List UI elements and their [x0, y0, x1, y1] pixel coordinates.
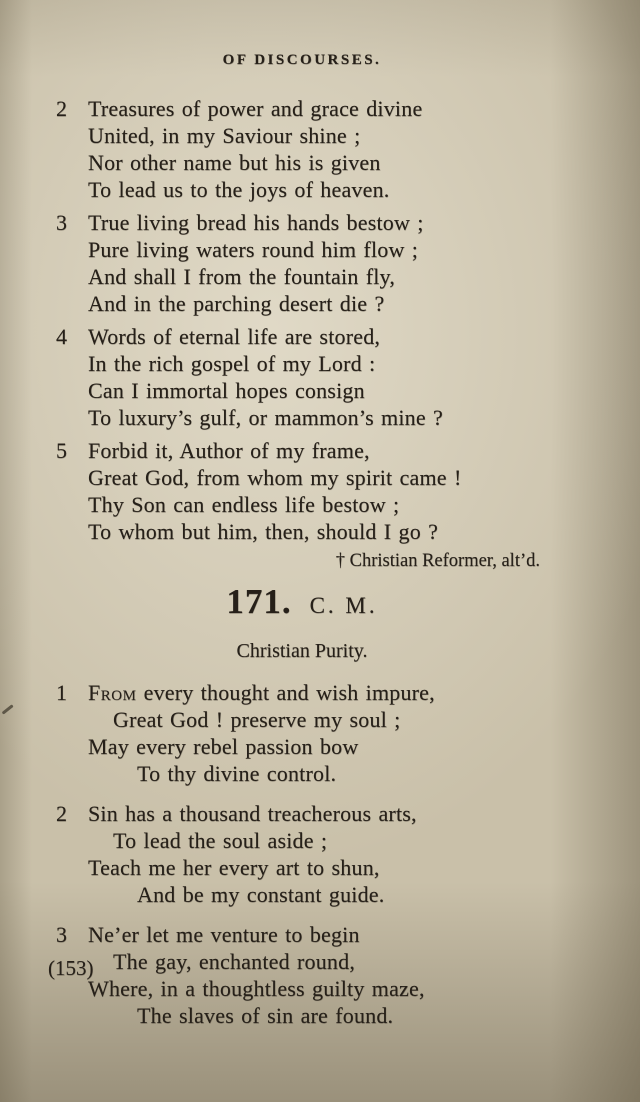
verse-line: [88, 679, 548, 706]
page-number: (153): [48, 956, 94, 980]
verse-number: 3: [56, 210, 68, 235]
verse-line: True living bread his hands bestow ;: [88, 210, 424, 235]
hymn-heading: [56, 582, 548, 626]
verse-line: Ne’er let me venture to begin: [88, 922, 360, 947]
verse-line: Can I immortal hopes consign: [88, 378, 365, 403]
verse-line: Thy Son can endless life bestow ;: [88, 492, 400, 517]
verse-line: Great God, from whom my spirit came !: [88, 465, 462, 490]
verse-line: And be my constant guide.: [137, 882, 385, 907]
hymn-title: Christian Purity.: [236, 640, 368, 662]
verse-line: To luxury’s gulf, or mammon’s mine ?: [88, 405, 444, 430]
verse-line: To lead the soul aside ;: [113, 828, 328, 853]
verse-line: Where, in a thoughtless guilty maze,: [88, 976, 425, 1001]
attribution: † Christian Reformer, alt’d.: [335, 551, 540, 571]
running-header: OF DISCOURSES.: [222, 52, 382, 68]
verse-line: May every rebel passion bow: [88, 734, 359, 759]
verse-line: And shall I from the fountain fly,: [88, 264, 396, 289]
verse-line: And in the parching desert die ?: [88, 291, 385, 316]
verse-line: Pure living waters round him flow ;: [88, 237, 419, 262]
verse-line: Treasures of power and grace divine: [88, 96, 423, 121]
verse: [56, 95, 548, 203]
verse-line: United, in my Saviour shine ;: [88, 123, 361, 148]
verse-line: To whom but him, then, should I go ?: [88, 519, 439, 544]
hymn-meter: C. M.: [309, 593, 378, 618]
verse: [56, 679, 548, 787]
verse-line: Teach me her every art to shun,: [88, 855, 380, 880]
verse-number: 5: [56, 438, 68, 463]
hymn-previous-continuation: [56, 95, 548, 572]
verse-line: The slaves of sin are found.: [137, 1003, 394, 1028]
hymn-verses: [56, 95, 548, 545]
verse-line: Sin has a thousand treacherous arts,: [88, 801, 417, 826]
verse-number: 2: [56, 96, 68, 121]
lead-word: From: [88, 680, 137, 705]
verse-number: 3: [56, 922, 68, 947]
verse: [56, 800, 548, 908]
verse-line: In the rich gospel of my Lord :: [88, 351, 376, 376]
verse-line: Forbid it, Author of my frame,: [88, 438, 370, 463]
verse: [56, 921, 548, 1029]
verse-line: Nor other name but his is given: [88, 150, 381, 175]
verse-line: To thy divine control.: [137, 761, 337, 786]
verse-number: 2: [56, 801, 68, 826]
verse: [56, 437, 548, 545]
verse: [56, 323, 548, 431]
verse-number: 4: [56, 324, 68, 349]
hymn-171: [56, 582, 548, 1029]
verse-line: Words of eternal life are stored,: [88, 324, 381, 349]
page-content: [56, 0, 548, 1042]
hymn-verses: [56, 679, 548, 1029]
verse-line: Great God ! preserve my soul ;: [113, 707, 401, 732]
verse: [56, 209, 548, 317]
pen-mark: [2, 704, 14, 714]
verse-line: The gay, enchanted round,: [113, 949, 356, 974]
verse-number: 1: [56, 680, 68, 705]
lead-rest: every thought and wish impure,: [136, 680, 435, 705]
verse-line: To lead us to the joys of heaven.: [88, 177, 390, 202]
hymn-number: 171.: [226, 582, 292, 621]
